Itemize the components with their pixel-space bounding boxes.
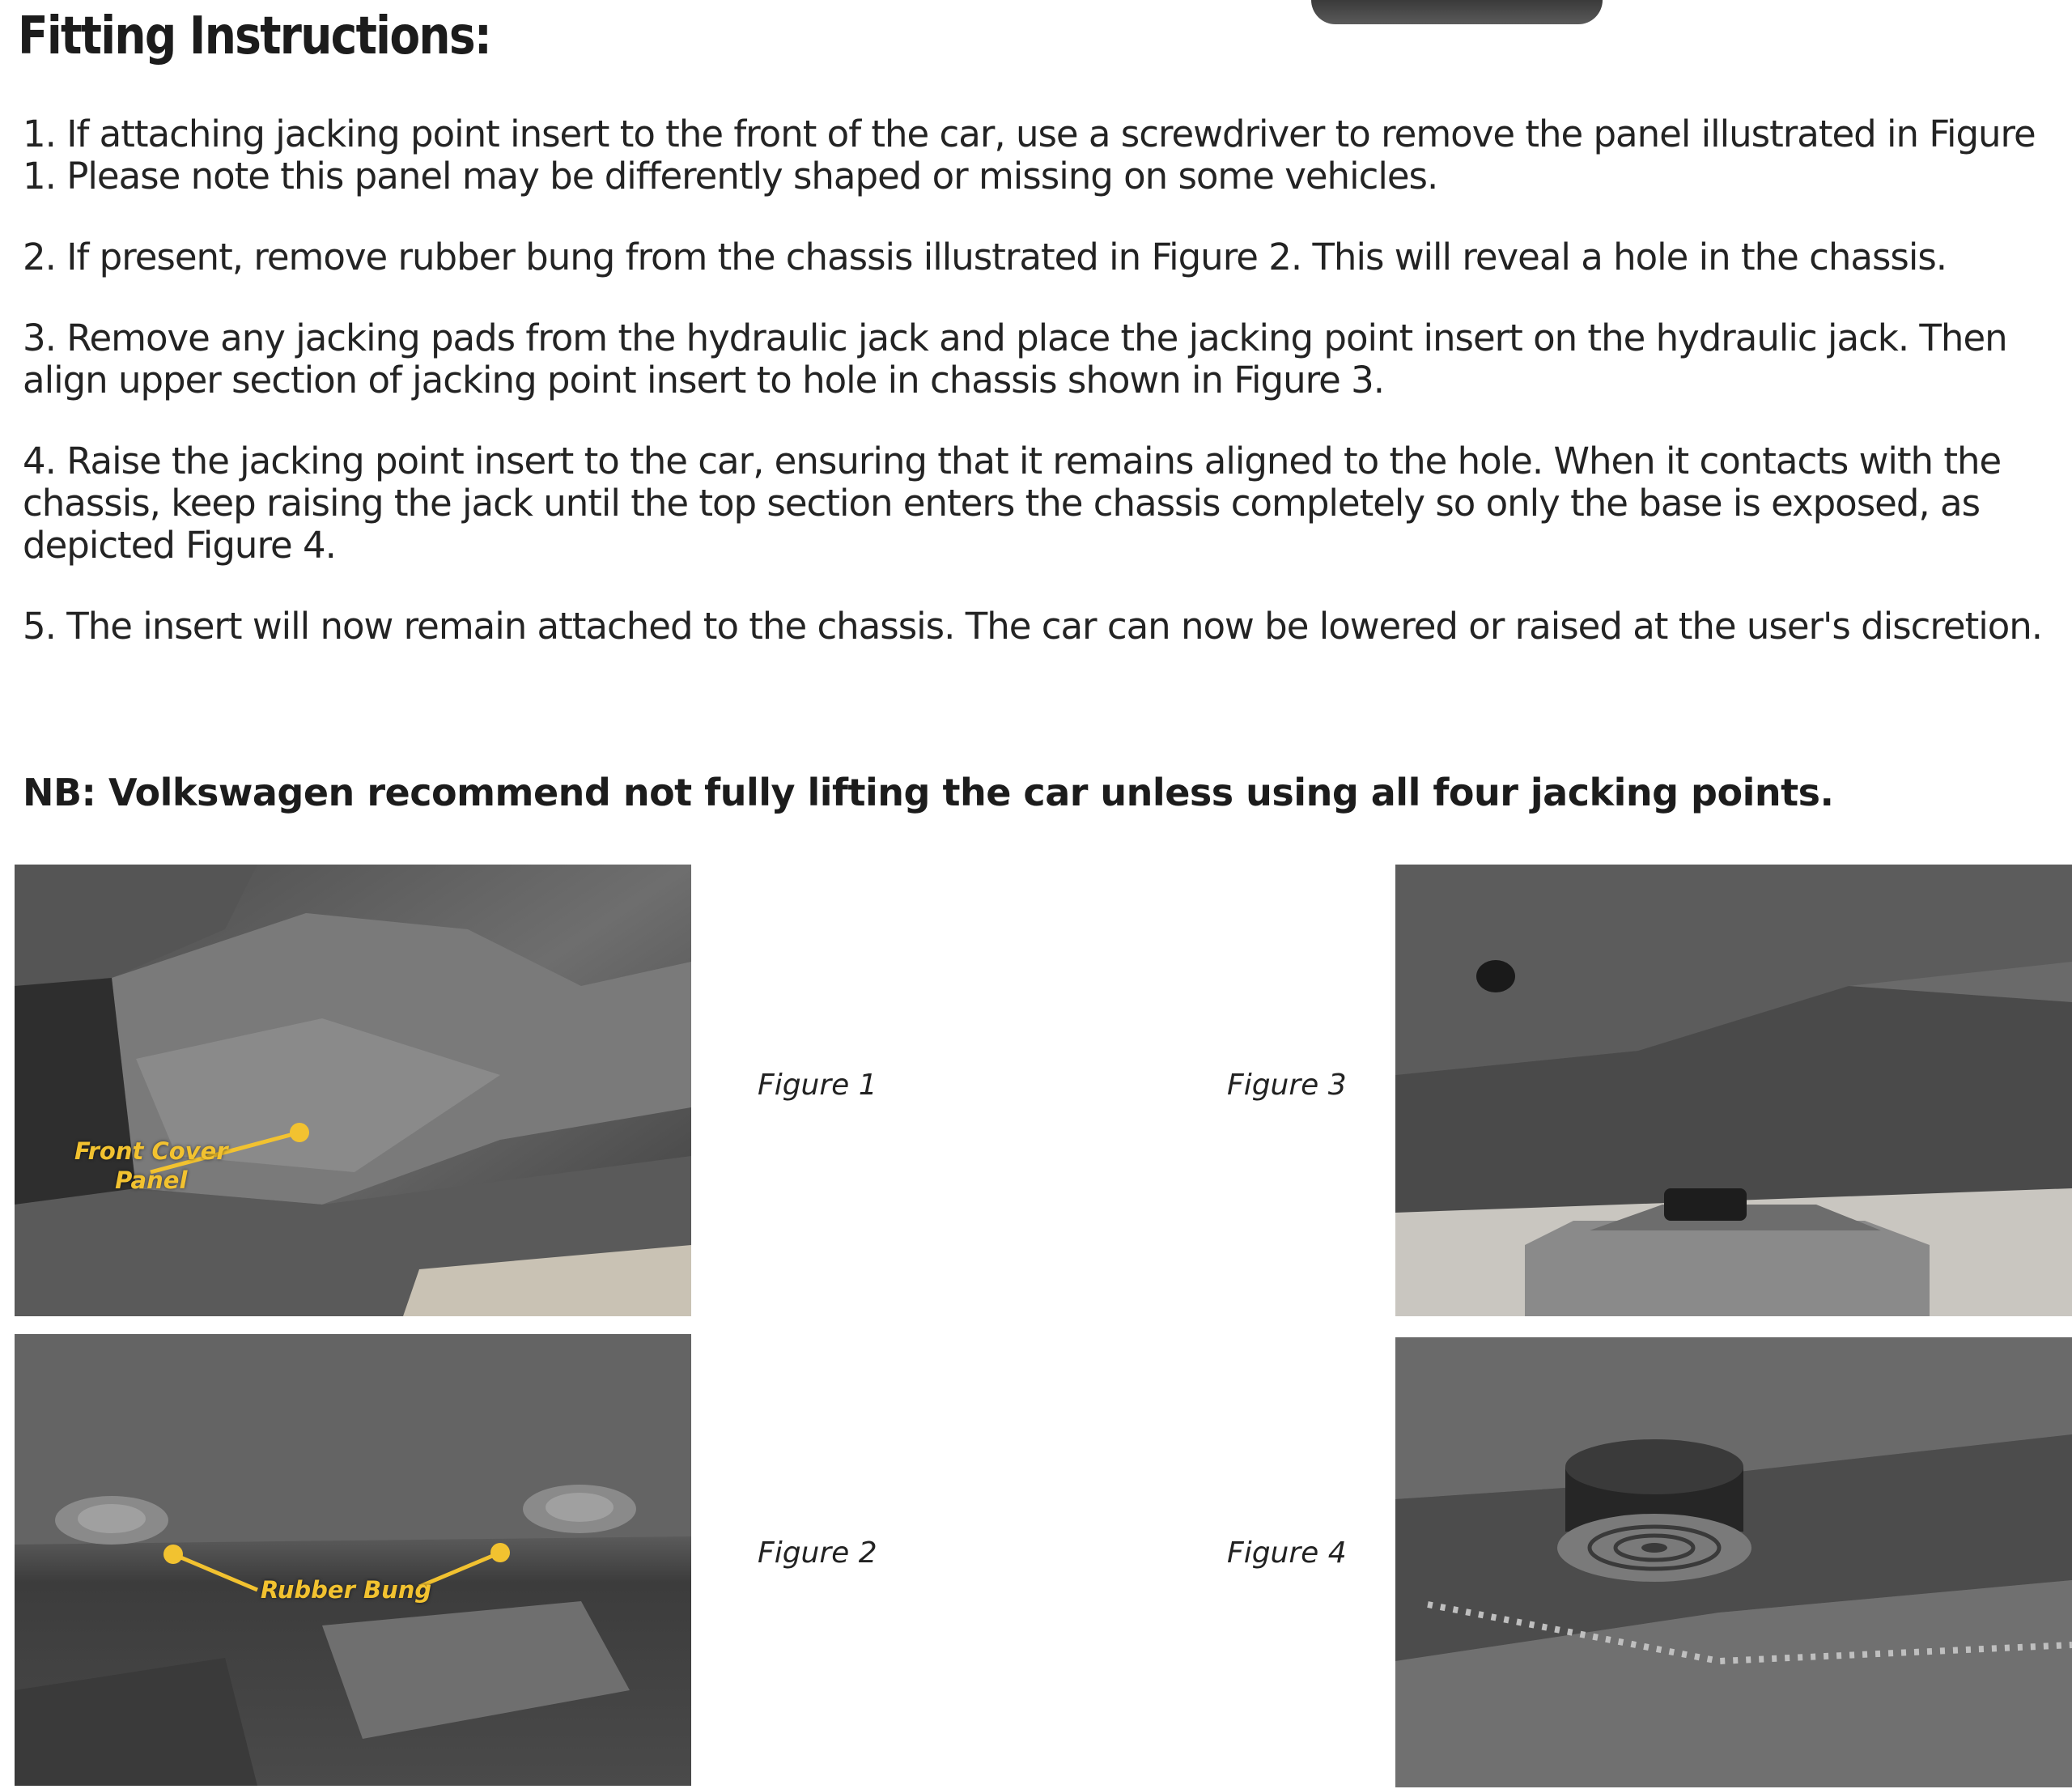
rubber-bung-callout: Rubber Bung — [261, 1576, 432, 1604]
front-cover-panel-callout — [74, 1137, 228, 1195]
jacking-insert-photo-fragment — [1311, 0, 1603, 24]
safety-note: NB: Volkswagen recommend not fully lifting the car unless using all four jacking points. — [23, 771, 1834, 814]
figure-4-caption: Figure 4 — [1227, 1536, 1347, 1570]
figure-4-photo — [1395, 1337, 2072, 1787]
callout-line-2: Panel — [115, 1166, 188, 1194]
step-3: 3. Remove any jacking pads from the hydraulic jack and place the jacking point insert on the hydraulic jack. Then align upper section of jacking point insert to hole in chassis shown in Figure 3. — [23, 317, 2007, 402]
figure-1-caption: Figure 1 — [758, 1069, 877, 1102]
page-title: Fitting Instructions: — [18, 6, 491, 66]
figure-2-caption: Figure 2 — [758, 1536, 877, 1570]
instruction-steps — [23, 113, 2062, 648]
callout-line-1: Front Cover — [74, 1137, 228, 1165]
step-1: 1. If attaching jacking point insert to the front of the car, use a screwdriver to remove the panel illustrated in Figure 1. Please note this panel may be differently shaped or missing on some vehicles. — [23, 113, 2036, 198]
figure-2-photo — [15, 1334, 691, 1786]
step-4: 4. Raise the jacking point insert to the car, ensuring that it remains aligned to the hole. When it contacts with the chassis, keep raising the jack until the top section enters the chassis completely so only the base is exposed, as depicted Figure 4. — [23, 440, 2002, 567]
step-2: 2. If present, remove rubber bung from the chassis illustrated in Figure 2. This will reveal a hole in the chassis. — [23, 236, 1947, 278]
figure-1-photo — [15, 865, 691, 1316]
step-5: 5. The insert will now remain attached to the chassis. The car can now be lowered or raised at the user's discretion. — [23, 605, 2043, 648]
figure-3-photo — [1395, 865, 2072, 1316]
figure-3-caption: Figure 3 — [1227, 1069, 1347, 1102]
